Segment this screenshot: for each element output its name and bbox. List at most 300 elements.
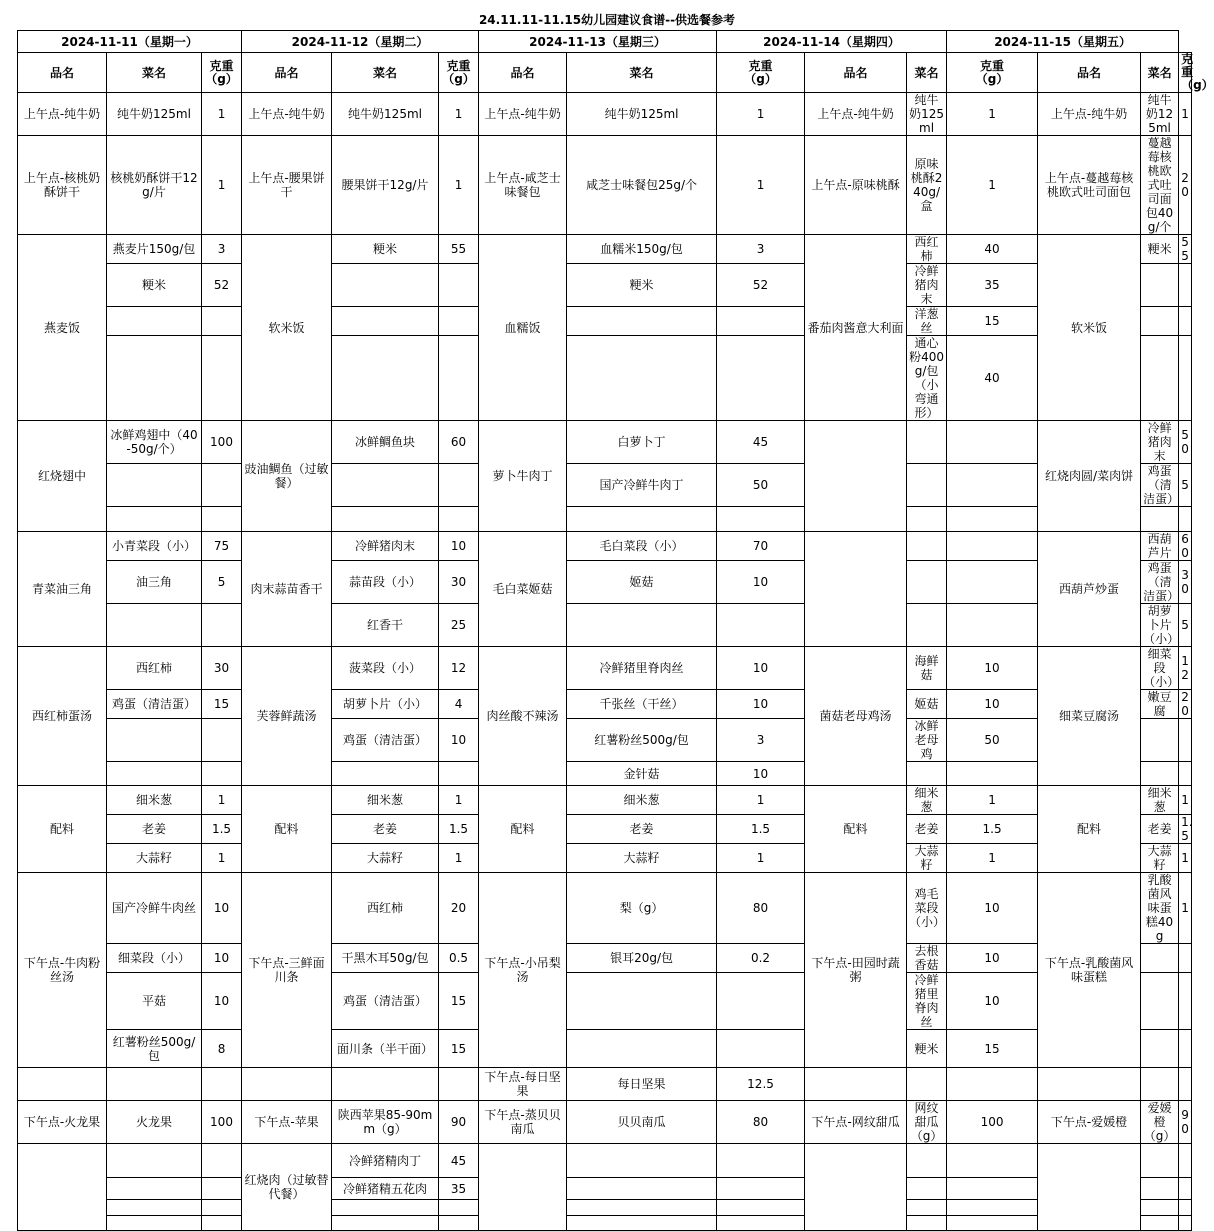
- dish-name: [1141, 973, 1179, 1030]
- dish-weight: 70: [717, 532, 805, 561]
- dish-weight: [1179, 1200, 1192, 1216]
- dish-weight: [1179, 719, 1192, 762]
- dish-weight: [947, 1216, 1038, 1231]
- dish-weight: 1: [947, 93, 1038, 136]
- dish-name: 粳米: [332, 235, 439, 264]
- dish-weight: 35: [947, 264, 1038, 307]
- dish-weight: [947, 507, 1038, 532]
- dish-weight: 15: [947, 307, 1038, 336]
- product-name: 青菜油三角: [18, 532, 107, 647]
- dish-weight: [947, 1178, 1038, 1200]
- header-weight: 克重 （g）: [1179, 53, 1192, 93]
- dish-name: 核桃奶酥饼干12g/片: [107, 136, 202, 235]
- dish-weight: 15: [439, 973, 479, 1030]
- dish-name: [907, 1178, 947, 1200]
- dish-name: [1141, 264, 1179, 307]
- dish-name: [567, 1144, 717, 1178]
- product-name: [805, 1144, 907, 1231]
- dish-name: 梨（g）: [567, 873, 717, 944]
- dish-name: 干黑木耳50g/包: [332, 944, 439, 973]
- dish-name: [332, 1200, 439, 1216]
- dish-name: 粳米: [907, 1030, 947, 1068]
- product-name: 上午点-蔓越莓核桃欧式吐司面包: [1038, 136, 1141, 235]
- dish-name: 国产冷鲜牛肉丝: [107, 873, 202, 944]
- dish-weight: [202, 336, 242, 421]
- dish-name: 老姜: [907, 815, 947, 844]
- dish-weight: [439, 307, 479, 336]
- dish-weight: 80: [717, 1101, 805, 1144]
- product-name: [805, 1068, 907, 1101]
- dish-name: 咸芝士味餐包25g/个: [567, 136, 717, 235]
- dish-name: 腰果饼干12g/片: [332, 136, 439, 235]
- dish-name: [332, 264, 439, 307]
- product-name: 西葫芦炒蛋: [1038, 532, 1141, 647]
- dish-weight: 52: [202, 264, 242, 307]
- dish-weight: [1179, 944, 1192, 973]
- header-weight: 克重 （g）: [439, 53, 479, 93]
- dish-name: 纯牛奶125ml: [332, 93, 439, 136]
- dish-name: [107, 336, 202, 421]
- dish-name: 燕麦片150g/包: [107, 235, 202, 264]
- dish-weight: [202, 604, 242, 647]
- dish-name: 白萝卜丁: [567, 421, 717, 464]
- dish-weight: 1.5: [439, 815, 479, 844]
- dish-weight: 1: [439, 136, 479, 235]
- product-name: 软米饭: [242, 235, 332, 421]
- dish-weight: 3: [202, 235, 242, 264]
- dish-weight: 10: [202, 973, 242, 1030]
- product-name: 萝卜牛肉丁: [479, 421, 567, 532]
- dish-weight: [947, 1200, 1038, 1216]
- dish-name: 面川条（半干面）: [332, 1030, 439, 1068]
- dish-weight: 10: [947, 873, 1038, 944]
- dish-name: 海鲜菇: [907, 647, 947, 690]
- dish-weight: 12.5: [717, 1068, 805, 1101]
- dish-weight: 90: [1179, 1101, 1192, 1144]
- dish-name: 老姜: [567, 815, 717, 844]
- dish-name: 冷鲜猪精五花肉: [332, 1178, 439, 1200]
- dish-weight: 25: [439, 604, 479, 647]
- dish-weight: [1179, 1144, 1192, 1178]
- dish-name: [1141, 762, 1179, 786]
- header-product: 品名: [805, 53, 907, 93]
- product-name: 配料: [18, 786, 107, 873]
- dish-name: [907, 762, 947, 786]
- dish-name: 毛白菜段（小）: [567, 532, 717, 561]
- dish-name: 红薯粉丝500g/包: [107, 1030, 202, 1068]
- dish-weight: 75: [202, 532, 242, 561]
- dish-name: 西红柿: [107, 647, 202, 690]
- dish-name: [107, 464, 202, 507]
- dish-name: [107, 307, 202, 336]
- dish-weight: 45: [439, 1144, 479, 1178]
- dish-weight: 10: [202, 944, 242, 973]
- product-name: 下午点-火龙果: [18, 1101, 107, 1144]
- dish-name: 细菜段（小）: [1141, 647, 1179, 690]
- menu-table: [17, 30, 1214, 1231]
- dish-weight: 10: [947, 973, 1038, 1030]
- dish-weight: 1: [439, 786, 479, 815]
- dish-name: [107, 762, 202, 786]
- dish-weight: [439, 1216, 479, 1231]
- dish-weight: 55: [439, 235, 479, 264]
- dish-name: [1141, 1030, 1179, 1068]
- dish-name: [907, 1068, 947, 1101]
- day-header: 2024-11-12（星期二）: [242, 31, 479, 53]
- dish-weight: 5: [202, 561, 242, 604]
- dish-name: 冷鲜猪里脊肉丝: [567, 647, 717, 690]
- product-name: 细菜豆腐汤: [1038, 647, 1141, 786]
- dish-weight: 12: [1179, 647, 1192, 690]
- product-name: 豉油鲷鱼（过敏餐）: [242, 421, 332, 532]
- dish-name: 洋葱丝: [907, 307, 947, 336]
- dish-name: 原味桃酥240g/盒: [907, 136, 947, 235]
- dish-weight: 1: [717, 136, 805, 235]
- product-name: 下午点-每日坚果: [479, 1068, 567, 1101]
- dish-weight: 12: [439, 647, 479, 690]
- dish-name: [332, 762, 439, 786]
- product-name: [1038, 1068, 1141, 1101]
- dish-name: [107, 507, 202, 532]
- dish-name: [567, 973, 717, 1030]
- dish-weight: 10: [717, 561, 805, 604]
- dish-name: 嫩豆腐: [1141, 690, 1179, 719]
- dish-weight: [717, 1216, 805, 1231]
- day-header: 2024-11-13（星期三）: [479, 31, 717, 53]
- dish-weight: [439, 464, 479, 507]
- dish-weight: 1: [202, 786, 242, 815]
- dish-name: 西红柿: [907, 235, 947, 264]
- product-name: 红烧肉圆/菜肉饼: [1038, 421, 1141, 532]
- dish-weight: [1179, 762, 1192, 786]
- dish-name: 鸡蛋（清洁蛋）: [107, 690, 202, 719]
- product-name: 下午点-三鲜面川条: [242, 873, 332, 1068]
- dish-name: [107, 1178, 202, 1200]
- dish-name: [907, 507, 947, 532]
- dish-weight: [202, 307, 242, 336]
- dish-name: 老姜: [1141, 815, 1179, 844]
- dish-name: [907, 464, 947, 507]
- dish-name: 大蒜籽: [332, 844, 439, 873]
- dish-weight: [947, 1068, 1038, 1101]
- dish-name: 平菇: [107, 973, 202, 1030]
- dish-weight: 55: [1179, 235, 1192, 264]
- dish-name: [332, 1216, 439, 1231]
- dish-weight: 20: [1179, 690, 1192, 719]
- dish-weight: [717, 973, 805, 1030]
- dish-weight: [717, 307, 805, 336]
- dish-weight: [439, 507, 479, 532]
- dish-weight: 30: [439, 561, 479, 604]
- dish-name: 爱媛橙（g）: [1141, 1101, 1179, 1144]
- dish-weight: 60: [1179, 532, 1192, 561]
- product-name: 毛白菜姬菇: [479, 532, 567, 647]
- dish-name: 冷鲜猪肉末: [332, 532, 439, 561]
- dish-weight: [947, 421, 1038, 464]
- product-name: 下午点-网纹甜瓜: [805, 1101, 907, 1144]
- dish-weight: 60: [439, 421, 479, 464]
- product-name: 西红柿蛋汤: [18, 647, 107, 786]
- dish-name: 通心粉400g/包（小弯通形）: [907, 336, 947, 421]
- dish-weight: [202, 1200, 242, 1216]
- dish-name: 细米葱: [907, 786, 947, 815]
- dish-name: [1141, 1178, 1179, 1200]
- dish-weight: 100: [947, 1101, 1038, 1144]
- dish-name: 菠菜段（小）: [332, 647, 439, 690]
- dish-weight: 1: [1179, 93, 1192, 136]
- dish-name: [332, 336, 439, 421]
- product-name: 下午点-田园时蔬粥: [805, 873, 907, 1068]
- dish-weight: [202, 762, 242, 786]
- header-product: 品名: [242, 53, 332, 93]
- header-dish: 菜名: [1141, 53, 1179, 93]
- dish-weight: [439, 336, 479, 421]
- product-name: 上午点-核桃奶酥饼干: [18, 136, 107, 235]
- product-name: 上午点-纯牛奶: [805, 93, 907, 136]
- header-product: 品名: [18, 53, 107, 93]
- page-title: 24.11.11-11.15幼儿园建议食谱--供选餐参考: [478, 13, 736, 27]
- dish-weight: 10: [717, 647, 805, 690]
- product-name: 芙蓉鲜蔬汤: [242, 647, 332, 786]
- dish-weight: 0.2: [717, 944, 805, 973]
- dish-weight: 5: [1179, 464, 1192, 507]
- dish-weight: 0.5: [439, 944, 479, 973]
- dish-name: 鸡蛋（清洁蛋）: [1141, 561, 1179, 604]
- dish-name: [907, 561, 947, 604]
- dish-weight: 50: [1179, 421, 1192, 464]
- dish-name: [1141, 336, 1179, 421]
- dish-weight: 10: [202, 873, 242, 944]
- dish-name: [567, 336, 717, 421]
- dish-name: 油三角: [107, 561, 202, 604]
- dish-weight: 1.5: [202, 815, 242, 844]
- product-name: 番茄肉酱意大利面: [805, 235, 907, 421]
- product-name: 上午点-纯牛奶: [242, 93, 332, 136]
- dish-name: 陕西苹果85-90mm（g）: [332, 1101, 439, 1144]
- dish-weight: [717, 507, 805, 532]
- dish-name: 冷鲜猪肉末: [1141, 421, 1179, 464]
- dish-weight: [202, 507, 242, 532]
- dish-weight: 1: [717, 786, 805, 815]
- dish-weight: 1.5: [717, 815, 805, 844]
- product-name: 血糯饭: [479, 235, 567, 421]
- product-name: 燕麦饭: [18, 235, 107, 421]
- dish-name: 鸡毛菜段（小）: [907, 873, 947, 944]
- product-name: 下午点-小吊梨汤: [479, 873, 567, 1068]
- dish-name: [107, 719, 202, 762]
- dish-name: 每日坚果: [567, 1068, 717, 1101]
- dish-weight: [947, 1144, 1038, 1178]
- product-name: 配料: [242, 786, 332, 873]
- dish-name: [332, 307, 439, 336]
- dish-name: 老姜: [107, 815, 202, 844]
- dish-weight: [717, 1030, 805, 1068]
- dish-name: 贝贝南瓜: [567, 1101, 717, 1144]
- dish-weight: 90: [439, 1101, 479, 1144]
- dish-weight: 4: [439, 690, 479, 719]
- dish-weight: [202, 719, 242, 762]
- dish-name: 血糯米150g/包: [567, 235, 717, 264]
- product-name: 上午点-腰果饼干: [242, 136, 332, 235]
- dish-weight: 1: [202, 844, 242, 873]
- dish-name: 纯牛奶125ml: [567, 93, 717, 136]
- dish-weight: 1.5: [947, 815, 1038, 844]
- dish-weight: [202, 1068, 242, 1101]
- dish-weight: 3: [717, 235, 805, 264]
- product-name: [242, 1068, 332, 1101]
- dish-name: [1141, 719, 1179, 762]
- dish-name: 蔓越莓核桃欧式吐司面包40g/个: [1141, 136, 1179, 235]
- product-name: 软米饭: [1038, 235, 1141, 421]
- dish-weight: 1: [439, 844, 479, 873]
- dish-weight: 1: [947, 786, 1038, 815]
- product-name: 下午点-爱媛橙: [1038, 1101, 1141, 1144]
- dish-weight: [1179, 507, 1192, 532]
- product-name: 下午点-牛肉粉丝汤: [18, 873, 107, 1068]
- dish-weight: 1: [1179, 844, 1192, 873]
- dish-name: [567, 307, 717, 336]
- dish-name: 冰鲜老母鸡: [907, 719, 947, 762]
- dish-weight: 3: [717, 719, 805, 762]
- dish-name: [1141, 1144, 1179, 1178]
- dish-name: [332, 1068, 439, 1101]
- dish-weight: [439, 762, 479, 786]
- dish-weight: [717, 1200, 805, 1216]
- dish-weight: 50: [947, 719, 1038, 762]
- dish-name: 鸡蛋（清洁蛋）: [1141, 464, 1179, 507]
- product-name: [18, 1068, 107, 1101]
- dish-weight: 10: [947, 690, 1038, 719]
- dish-name: [332, 464, 439, 507]
- dish-name: [1141, 944, 1179, 973]
- dish-name: [567, 1200, 717, 1216]
- dish-name: 大蒜籽: [567, 844, 717, 873]
- dish-name: [332, 507, 439, 532]
- dish-name: [567, 507, 717, 532]
- product-name: [479, 1144, 567, 1231]
- dish-name: 大蒜籽: [907, 844, 947, 873]
- dish-name: 老姜: [332, 815, 439, 844]
- product-name: 红烧肉（过敏替代餐）: [242, 1144, 332, 1231]
- dish-name: [907, 421, 947, 464]
- dish-weight: [717, 604, 805, 647]
- dish-weight: [947, 604, 1038, 647]
- product-name: 上午点-纯牛奶: [1038, 93, 1141, 136]
- dish-name: [907, 1200, 947, 1216]
- dish-weight: 5: [1179, 604, 1192, 647]
- dish-weight: 1: [202, 93, 242, 136]
- dish-weight: 45: [717, 421, 805, 464]
- dish-name: [567, 604, 717, 647]
- dish-weight: [1179, 336, 1192, 421]
- dish-name: 千张丝（干丝）: [567, 690, 717, 719]
- dish-weight: [202, 1178, 242, 1200]
- dish-name: 火龙果: [107, 1101, 202, 1144]
- dish-name: 冷鲜猪里脊肉丝: [907, 973, 947, 1030]
- dish-weight: [717, 336, 805, 421]
- dish-weight: [947, 561, 1038, 604]
- dish-weight: 10: [439, 719, 479, 762]
- dish-name: 纯牛奶125ml: [107, 93, 202, 136]
- dish-name: 大蒜籽: [1141, 844, 1179, 873]
- dish-weight: 15: [439, 1030, 479, 1068]
- dish-weight: 100: [202, 421, 242, 464]
- dish-weight: [202, 1216, 242, 1231]
- dish-name: 网纹甜瓜（g）: [907, 1101, 947, 1144]
- product-name: 下午点-苹果: [242, 1101, 332, 1144]
- dish-name: 小青菜段（小）: [107, 532, 202, 561]
- dish-name: [907, 1144, 947, 1178]
- product-name: 配料: [805, 786, 907, 873]
- dish-weight: [947, 532, 1038, 561]
- dish-name: 西葫芦片: [1141, 532, 1179, 561]
- dish-weight: 20: [1179, 136, 1192, 235]
- dish-weight: [947, 464, 1038, 507]
- dish-weight: [717, 1178, 805, 1200]
- header-weight: 克重 （g）: [947, 53, 1038, 93]
- dish-weight: 52: [717, 264, 805, 307]
- day-header: 2024-11-14（星期四）: [717, 31, 947, 53]
- dish-weight: 1: [1179, 786, 1192, 815]
- header-product: 品名: [1038, 53, 1141, 93]
- dish-name: 冷鲜猪肉末: [907, 264, 947, 307]
- dish-weight: 10: [947, 944, 1038, 973]
- dish-name: 粳米: [107, 264, 202, 307]
- dish-name: [107, 604, 202, 647]
- dish-weight: 15: [202, 690, 242, 719]
- dish-name: 鸡蛋（清洁蛋）: [332, 973, 439, 1030]
- dish-name: [907, 604, 947, 647]
- dish-name: 粳米: [1141, 235, 1179, 264]
- header-dish: 菜名: [332, 53, 439, 93]
- dish-weight: [947, 762, 1038, 786]
- dish-weight: [1179, 1216, 1192, 1231]
- dish-weight: 10: [947, 647, 1038, 690]
- dish-weight: [202, 464, 242, 507]
- dish-weight: 1: [439, 93, 479, 136]
- product-name: 下午点-乳酸菌风味蛋糕: [1038, 873, 1141, 1068]
- dish-weight: 1: [717, 93, 805, 136]
- dish-weight: 50: [717, 464, 805, 507]
- dish-weight: 1: [202, 136, 242, 235]
- dish-weight: 30: [1179, 561, 1192, 604]
- dish-name: [107, 1144, 202, 1178]
- dish-name: [907, 532, 947, 561]
- dish-name: [1141, 307, 1179, 336]
- product-name: 菌菇老母鸡汤: [805, 647, 907, 786]
- dish-weight: 8: [202, 1030, 242, 1068]
- dish-name: 蒜苗段（小）: [332, 561, 439, 604]
- product-name: [805, 421, 907, 532]
- dish-name: 纯牛奶125ml: [1141, 93, 1179, 136]
- dish-weight: [717, 1144, 805, 1178]
- dish-weight: [439, 1200, 479, 1216]
- day-header: 2024-11-15（星期五）: [947, 31, 1179, 53]
- dish-name: [567, 1216, 717, 1231]
- dish-name: 姬菇: [907, 690, 947, 719]
- dish-name: [567, 1178, 717, 1200]
- dish-name: 大蒜籽: [107, 844, 202, 873]
- dish-weight: [439, 1068, 479, 1101]
- dish-weight: [1179, 1178, 1192, 1200]
- dish-name: [107, 1068, 202, 1101]
- product-name: 上午点-纯牛奶: [18, 93, 107, 136]
- dish-name: 冰鲜鸡翅中（40-50g/个）: [107, 421, 202, 464]
- dish-weight: [1179, 264, 1192, 307]
- dish-weight: 40: [947, 235, 1038, 264]
- dish-name: 西红柿: [332, 873, 439, 944]
- dish-weight: 15: [947, 1030, 1038, 1068]
